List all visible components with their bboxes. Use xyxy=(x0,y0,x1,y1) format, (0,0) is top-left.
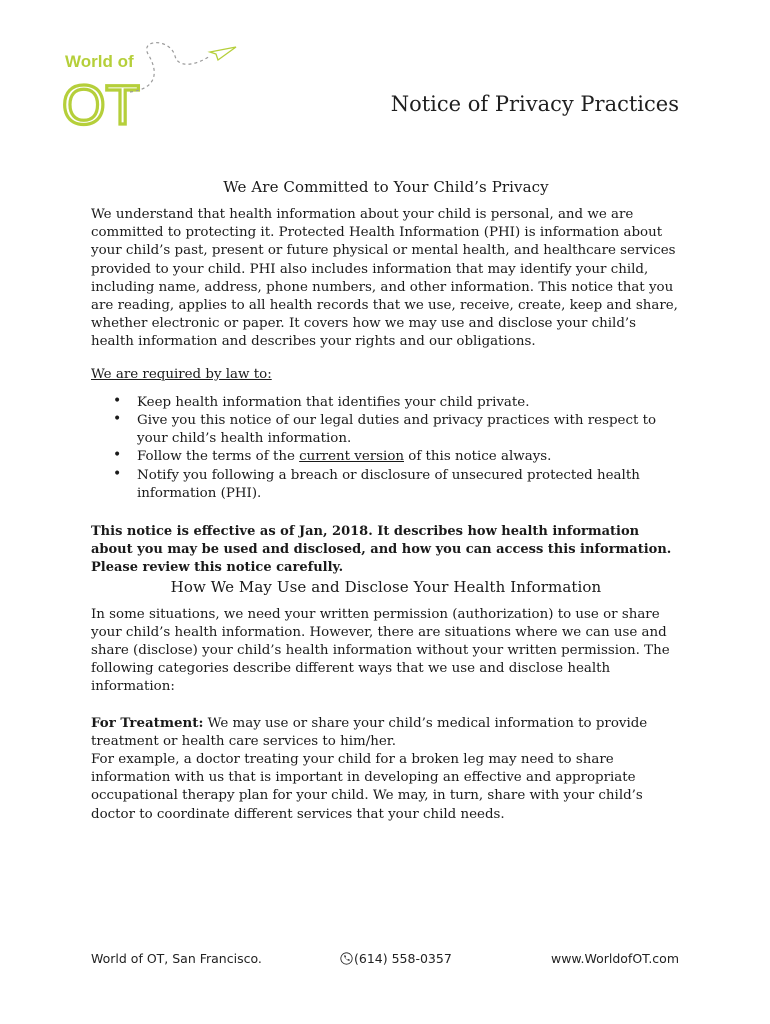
dotted-path xyxy=(130,43,210,92)
bullet-4-text: Notify you following a breach or disclosure of unsecured protected health information (PHI). xyxy=(137,467,640,501)
section1-intro: We understand that health information about your child is personal, and we are committed to protecting it. Protected Health Information (PHI) is information about your child’s past, present or future physical or mental health, and healthcare services provided to your child. PHI also includes information that may identify your child, including name, address, phone numbers, and other information. This notice that you are reading, applies to all health records that we use, receive, create, keep and share, whether electronic or paper. It covers how we may use and disclose your child’s health information and describes your rights and our obligations. xyxy=(91,207,678,350)
section2-intro: In some situations, we need your written permission (authorization) to use or share your child’s health information. However, there are situations where we can use and share (disclose) your child’s health information without your written permission. The following categories describe different ways that we use and disclose health information: xyxy=(91,606,670,695)
list-item xyxy=(91,448,681,466)
footer-website-link[interactable]: www.WorldofOT.com xyxy=(550,951,679,966)
document-body xyxy=(91,178,681,824)
list-item xyxy=(91,394,681,412)
obligations-list xyxy=(91,394,681,503)
treatment-label: For Treatment: xyxy=(91,714,204,731)
footer-address: World of OT, San Francisco. xyxy=(91,951,262,966)
logo-line1: World of xyxy=(65,52,134,71)
effective-notice: This notice is effective as of Jan, 2018. It describes how health information about you may be used and disclosed, and how you can access this information. Please review this notice carefully. xyxy=(91,524,672,576)
required-by-law-text: We are required by law to: xyxy=(91,366,272,382)
page-title: Notice of Privacy Practices xyxy=(390,92,679,116)
list-item xyxy=(91,412,681,448)
footer-phone xyxy=(340,951,452,966)
bullet-3-pre: Follow the terms of the xyxy=(137,449,300,465)
treatment-paragraph xyxy=(91,714,681,751)
current-version-link[interactable]: current version xyxy=(299,449,404,465)
bullet-2-text: Give you this notice of our legal duties and privacy practices with respect to your child’s health information. xyxy=(137,413,657,447)
section2-heading: How We May Use and Disclose Your Health Information xyxy=(170,577,602,596)
required-by-law-label xyxy=(91,366,681,384)
list-item xyxy=(91,467,681,503)
bullet-3-post: of this notice always. xyxy=(404,449,552,465)
footer-phone-number: (614) 558-0357 xyxy=(354,951,452,966)
bullet-1-text: Keep health information that identifies your child private. xyxy=(137,394,530,410)
treatment-example: For example, a doctor treating your child for a broken leg may need to share information with us that is important in developing an effective and appropriate occupational therapy plan for your child. We may, in turn, share with your child’s doctor to coordinate different services that your child needs. xyxy=(91,752,643,822)
page-footer xyxy=(91,951,679,971)
phone-icon xyxy=(340,952,353,965)
section1-heading: We Are Committed to Your Child’s Privacy xyxy=(223,178,549,196)
logo-line2: OT xyxy=(62,73,140,129)
paper-plane-icon xyxy=(210,47,236,60)
treatment-text: We may use or share your child’s medical information to provide treatment or health care services to him/her. xyxy=(91,715,648,749)
world-of-ot-logo xyxy=(60,34,240,129)
